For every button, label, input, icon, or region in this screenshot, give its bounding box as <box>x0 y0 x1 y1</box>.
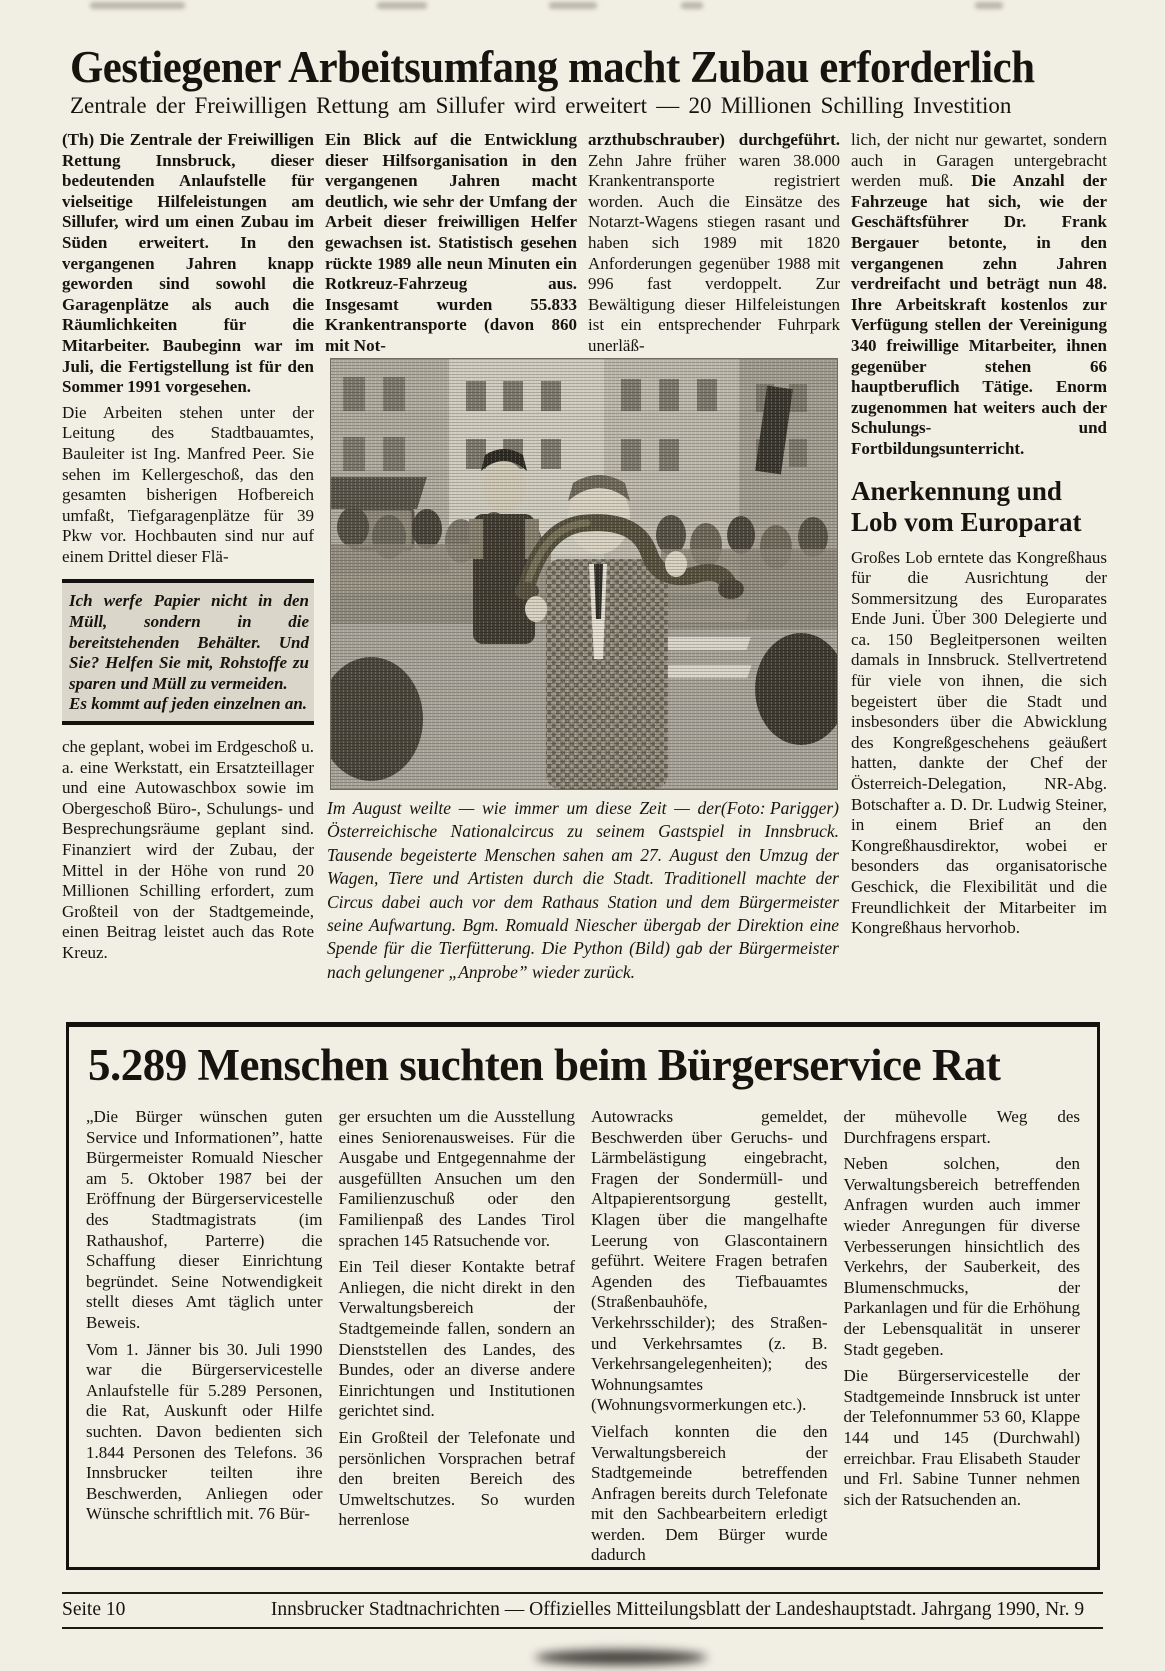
article2-box <box>66 1022 1100 1570</box>
page-footer <box>62 1592 1103 1629</box>
paragraph: che geplant, wobei im Erdgeschoß u. a. eine Werkstatt, ein Ersatzteillager und eine Autowaschbox sowie im Obergeschoß Büro-, Schulungs- und Besprechungsräume geplant sind. Finanziert wird der Zubau, der Mittel in der Höhe von rund 20 Millionen Schilling erfordert, zum Großteil von der Stadtgemeinde, einen Beitrag leistet auch das Rote Kreuz. <box>62 737 314 962</box>
recycling-notice-box <box>62 579 314 725</box>
article1-lead-continued: Ein Blick auf die Entwicklung dieser Hilfsorganisation in den vergangenen Jahren macht deutlich, wie sehr der Umfang der Arbeit dieser freiwilligen Helfer gewachsen ist. Statistisch gesehen rückte 1989 alle neun Minuten ein Rotkreuz-Fahrzeug aus. Insgesamt wurden 55.833 Krankentransporte (davon 860 mit Not- <box>325 130 577 355</box>
photo-caption-text: Im August weilte — wie immer um diese Zeit — der Österreichische Nationalcircus zu seinem Gastspiel in Innsbruck. Tausende begeisterte Menschen sahen am 27. August den Umzug der Wagen, Tiere und Artisten durch die Stadt. Traditionell machte der Circus dabei auch vor dem Rathaus Station und dem Bürgermeister seine Aufwartung. Bgm. Romuald Niescher übergab der Direktion eine Spende für die Tierfütterung. Die Python (Bild) gab der Bürgermeister nach gelungener „Anprobe” wieder zurück. <box>327 798 839 982</box>
photo-illustration <box>331 359 837 789</box>
scan-artifact <box>681 2 703 9</box>
article1-lead-paragraph: (Th) Die Zentrale der Freiwilligen Rettung Innsbruck, dieser bedeutenden Anlaufstelle für vielseitige Hilfeleistungen am Sillufer, wird um einen Zubau im Süden erweitert. In den vergangenen Jahren knapp geworden sind sowohl die Garagenplätze als auch die Räumlichkeiten für die Mitarbeiter. Baubeginn war im Juli, die Fertigstellung ist für den Sommer 1991 vorgesehen. <box>62 130 314 397</box>
paragraph: Die Bürgerservicestelle der Stadtgemeinde Innsbruck ist unter der Telefonnummer 53 60, Klappe 144 und 145 (Durchwahl) erreichbar. Frau Elisabeth Stauder und Frl. Sabine Tunner nehmen sich der Ratsuchenden an. <box>843 1366 1080 1509</box>
scan-artifact-bottom <box>535 1650 707 1665</box>
paragraph: ger ersuchten um die Ausstellung eines Seniorenausweises. Für die Ausgabe und Entgegennahme der ausgefüllten Ansuchen um den Familienzuschuß oder den Familienpaß des Landes Tirol sprachen 145 Ratsuchende vor. <box>338 1107 575 1250</box>
paragraph: Neben solchen, den Verwaltungsbereich betreffenden Anfragen wurden auch immer wieder Anregungen für diverse Verbesserungen hinsichtlich des Verkehrs, der Sauberkeit, des Blumenschmucks, der Parkanlagen und für die Erhöhung der Lebensqualität in unserer Stadt gegeben. <box>843 1154 1080 1359</box>
article2-column-3 <box>591 1107 828 1572</box>
photo-caption <box>327 797 839 984</box>
photo-credit: (Foto: Parigger) <box>720 798 839 818</box>
page-number: Seite 10 <box>62 1599 126 1620</box>
scan-artifact <box>975 2 1003 9</box>
scan-artifact <box>549 2 597 9</box>
article1-column-4 <box>851 130 1107 944</box>
paragraph: Autowracks gemeldet, Beschwerden über Geruchs- und Lärmbelästigung eingebracht, Fragen der Sondermüll- und Altpapierentsorgung gestellt, Klagen über die mangelhafte Leerung von Glascontainern geführt. Weitere Fragen betrafen Agenden des Tiefbauamtes (Straßenbauhöfe, Verkehrsschilder); des Straßen- und Verkehrsamtes (z. B. Verkehrsangelegenheiten); des Wohnungsamtes (Wohnungsvormerkungen etc.). <box>591 1107 828 1415</box>
scan-artifact <box>377 2 427 9</box>
paragraph: Ein Großteil der Telefonate und persönlichen Vorsprachen betraf den breiten Bereich des Umweltschutzes. So wurden herrenlose <box>338 1427 575 1530</box>
europarat-subheadline: Anerkennung und Lob vom Europarat <box>851 475 1082 537</box>
paragraph: der mühevolle Weg des Durchfragens erspart. <box>843 1107 1080 1147</box>
article1-column-2 <box>325 130 577 358</box>
article1-column-3 <box>588 130 840 358</box>
article2-headline: 5.289 Menschen suchten beim Bürgerservice Rat <box>88 1040 1001 1090</box>
paragraph: Die Arbeiten stehen unter der Leitung des Stadtbauamtes, Bauleiter ist Ing. Manfred Peer. Sie sehen im Kellergeschoß, das den gesamten bisherigen Hofbereich umfaßt, Tiefgaragenplätze für 39 Pkw vor. Hochbauten sind nur auf einem Drittel dieser Flä- <box>62 402 314 566</box>
paragraph-emphasis: Die Anzahl der Fahrzeuge hat sich, wie der Geschäftsführer Dr. Frank Bergauer betonte, in den vergangenen zehn Jahren verdreifacht und beträgt nun 48. Ihre Arbeitskraft kostenlos zur Verfügung stellen der Vereinigung 340 freiwillige Mitarbeiter, ihnen gegenüber stehen 66 hauptberuflich Tätige. Enorm zugenommen hat weiters auch der Schulungs- und Fortbildungsunterricht. <box>851 171 1107 458</box>
notice-slogan: Es kommt auf jeden einzelnen an. <box>69 694 308 714</box>
article1-column-1 <box>62 130 314 969</box>
paragraph: Vom 1. Jänner bis 30. Juli 1990 war die Bürgerservicestelle Anlaufstelle für 5.289 Personen, die Rat, Auskunft oder Hilfe suchten. Davon bedienten sich 1.844 Personen des Telefons. 36 Innsbrucker teilten ihre Beschwerden, Anliegen oder Wünsche schriftlich mit. 76 Bür- <box>86 1339 323 1524</box>
masthead-line: Innsbrucker Stadtnachrichten — Offizielles Mitteilungsblatt der Landeshauptstadt. Jahrgang 1990, Nr. 9 <box>270 1599 1085 1620</box>
article2-column-4 <box>844 1107 1081 1572</box>
article1-subheadline: Zentrale der Freiwilligen Rettung am Sillufer wird erweitert — 20 Millionen Schilling Investition <box>70 93 1012 118</box>
article1-lead-end: arzthubschrauber) durchgeführt. <box>588 130 840 149</box>
paragraph: lich, der nicht nur gewartet, sondern auch in Garagen untergebracht werden muß. <box>851 130 1107 191</box>
article1-headline: Gestiegener Arbeitsumfang macht Zubau erforderlich <box>70 41 1035 92</box>
article2-columns <box>86 1107 1080 1572</box>
paragraph: Großes Lob erntete das Kongreßhaus für die Ausrichtung der Sommersitzung des Europarates Ende Juni. Über 300 Delegierte und ca. 150 Begleitpersonen weilten damals in Innsbruck. Stellvertretend für viele von ihnen, die sich begeistert über die Stadt und insbesonders über die Abwicklung des Kongreßgeschehens geäußert hatten, dankte der Chef der Österreich-Delegation, NR-Abg. Botschafter a. D. Dr. Ludwig Steiner, in einem Brief an den Kongreßhausdirektor, wobei er besonders das organisatorische Geschick, die Flexibilität und die Freundlichkeit der Mitarbeiter im Kongreßhaus hervorhob. <box>851 547 1107 938</box>
article2-column-1 <box>86 1107 323 1572</box>
paragraph: Zehn Jahre früher waren 38.000 Krankentransporte registriert worden. Auch die Einsätze des Notarzt-Wagens stiegen rasant und haben sich 1989 mit 1820 Anforderungen gegenüber 1988 mit 996 fast verdoppelt. Zur Bewältigung dieser Hilfeleistungen ist ein entsprechender Fuhrpark unerläß- <box>588 150 840 355</box>
paragraph: Vielfach konnten die den Verwaltungsbereich der Stadtgemeinde betreffenden Anfragen bereits durch Telefonate mit den Sachbearbeitern erledigt werden. Dem Bürger wurde dadurch <box>591 1421 828 1565</box>
paragraph: „Die Bürger wünschen guten Service und Informationen”, hatte Bürgermeister Romuald Niescher am 5. Oktober 1987 bei der Eröffnung der Bürgerservicestelle des Stadtmagistrats (im Rathaushof, Parterre) die Schaffung dieser Einrichtung begründet. Seine Notwendigkeit stellt dieses Amt täglich unter Beweis. <box>86 1107 323 1332</box>
notice-text: Ich werfe Papier nicht in den Müll, sondern in die bereitstehenden Behälter. Und Sie? Helfen Sie mit, Rohstoffe zu sparen und Müll zu vermeiden. <box>69 591 309 693</box>
article2-column-2 <box>339 1107 576 1572</box>
paragraph: Ein Teil dieser Kontakte betraf Anliegen, die nicht direkt in den Verwaltungsbereich der Stadtgemeinde fallen, sondern an Dienststellen des Landes, des Bundes, oder an diverse andere Einrichtungen und Institutionen gerichtet sind. <box>338 1257 575 1421</box>
scan-artifact <box>90 2 185 9</box>
circus-parade-photo <box>331 359 837 789</box>
